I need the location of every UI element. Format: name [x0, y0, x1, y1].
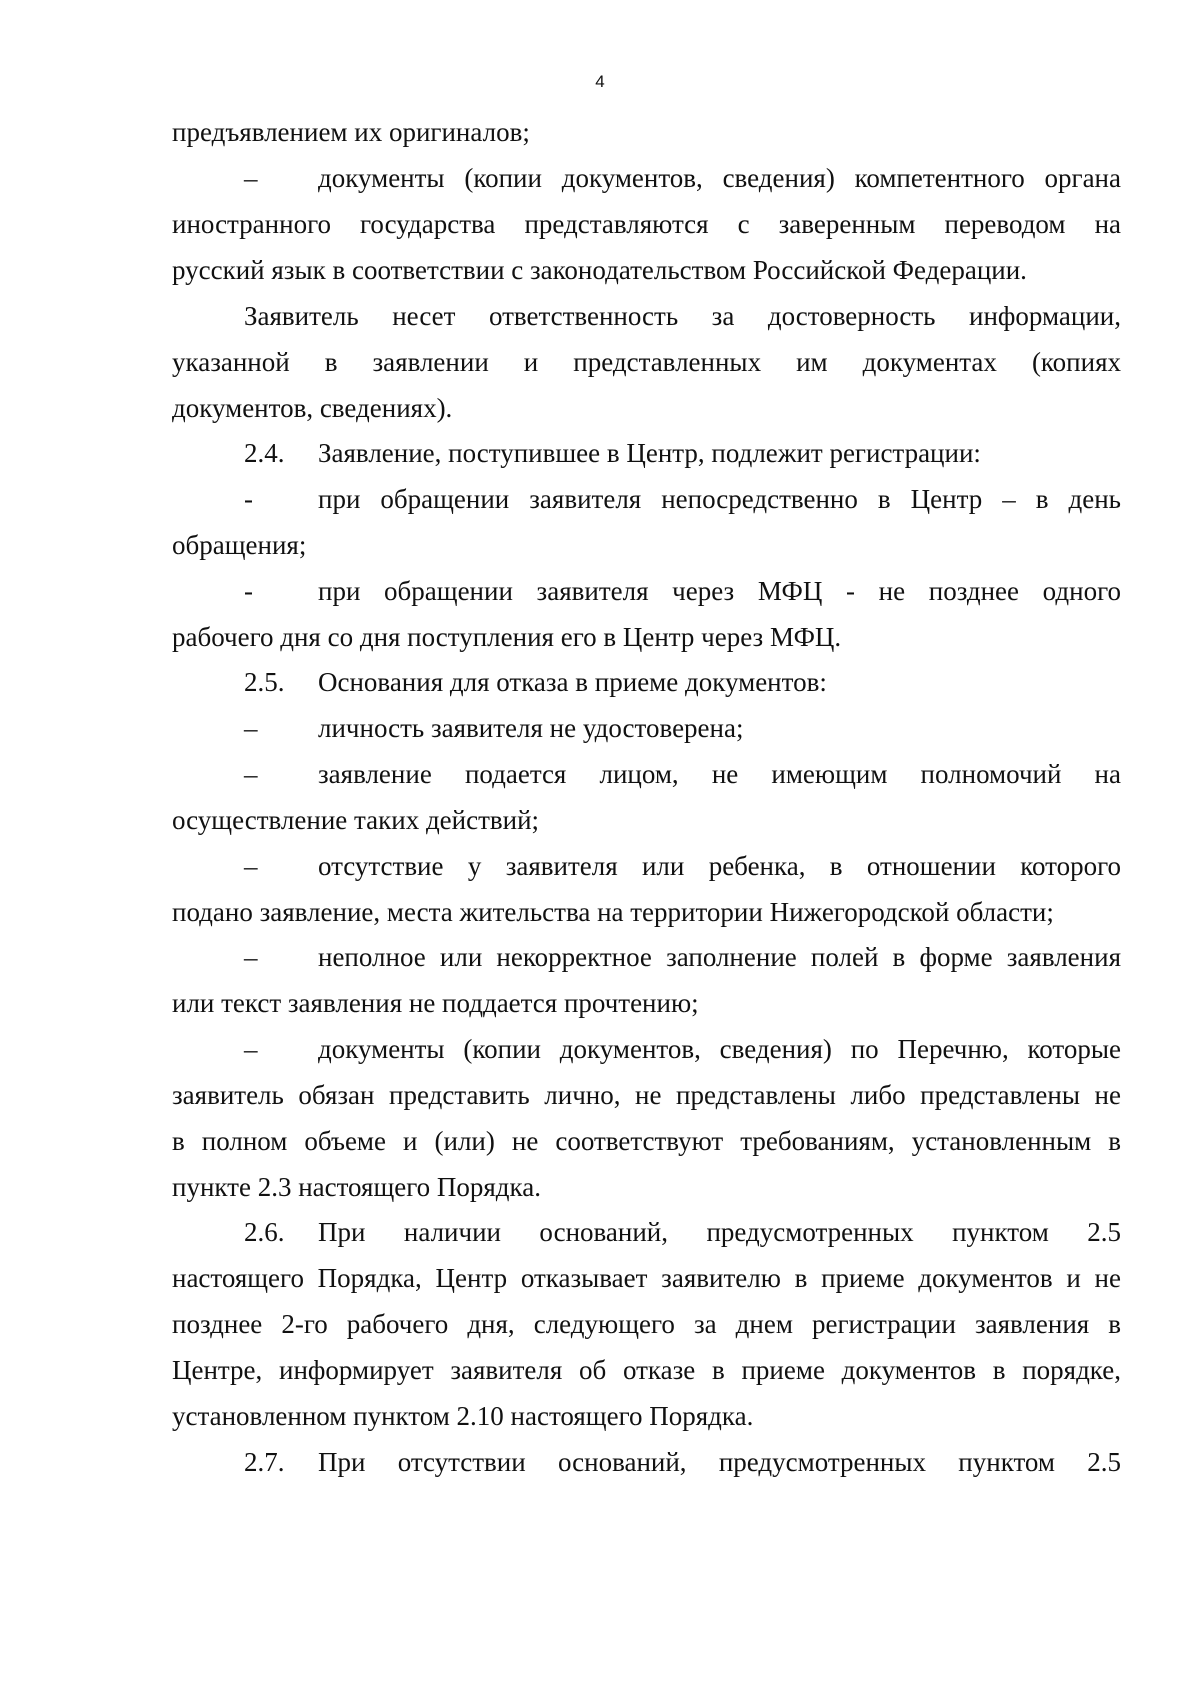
text-line: подано заявление, места жительства на территории Нижегородской области; [172, 897, 1054, 927]
section-number: 2.5. [244, 667, 285, 697]
text-line: заявитель обязан представить лично, не представлены либо представлены не [172, 1080, 1121, 1110]
text-line: личность заявителя не удостоверена; [318, 713, 744, 743]
text-line: документы (копии документов, сведения) по Перечню, которые [318, 1034, 1121, 1064]
text-line: при обращении заявителя непосредственно в Центр – в день [318, 484, 1121, 514]
text-line: настоящего Порядка, Центр отказывает заявителю в приеме документов и не [172, 1263, 1121, 1293]
text-line: позднее 2-го рабочего дня, следующего за днем регистрации заявления в [172, 1309, 1121, 1339]
text-line: неполное или некорректное заполнение полей в форме заявления [318, 942, 1121, 972]
text-line: или текст заявления не поддается прочтению; [172, 988, 699, 1018]
text-line: указанной в заявлении и представленных им документах (копиях [172, 347, 1121, 377]
list-marker: – [244, 759, 258, 789]
text-line: Заявитель несет ответственность за достоверность информации, [244, 301, 1121, 331]
list-marker: – [244, 163, 258, 193]
text-line: в полном объеме и (или) не соответствуют требованиям, установленным в [172, 1126, 1121, 1156]
text-line: русский язык в соответствии с законодательством Российской Федерации. [172, 255, 1027, 285]
text-line: при обращении заявителя через МФЦ - не позднее одного [318, 576, 1121, 606]
list-marker: – [244, 1034, 258, 1064]
text-line: Центре, информирует заявителя об отказе в приеме документов в порядке, [172, 1355, 1121, 1385]
section-number: 2.7. [244, 1447, 285, 1477]
text-line: документы (копии документов, сведения) компетентного органа [318, 163, 1121, 193]
list-marker: – [244, 942, 258, 972]
list-marker: - [244, 576, 253, 606]
text-line: При отсутствии оснований, предусмотренных пунктом 2.5 [318, 1447, 1121, 1477]
text-line: рабочего дня со дня поступления его в Центр через МФЦ. [172, 622, 842, 652]
section-number: 2.4. [244, 438, 285, 468]
text-line: установленном пунктом 2.10 настоящего Порядка. [172, 1401, 754, 1431]
section-number: 2.6. [244, 1217, 285, 1247]
text-line: пункте 2.3 настоящего Порядка. [172, 1172, 541, 1202]
list-marker: – [244, 713, 258, 743]
text-line: предъявлением их оригиналов; [172, 117, 530, 147]
text-line: заявление подается лицом, не имеющим полномочий на [318, 759, 1121, 789]
text-line: Основания для отказа в приеме документов: [318, 667, 827, 697]
list-marker: - [244, 484, 253, 514]
text-line: иностранного государства представляются с заверенным переводом на [172, 209, 1121, 239]
text-line: При наличии оснований, предусмотренных пунктом 2.5 [318, 1217, 1121, 1247]
text-line: обращения; [172, 530, 307, 560]
text-line: отсутствие у заявителя или ребенка, в отношении которого [318, 851, 1121, 881]
page-number: 4 [595, 72, 605, 91]
list-marker: – [244, 851, 258, 881]
text-line: Заявление, поступившее в Центр, подлежит регистрации: [318, 438, 981, 468]
text-line: осуществление таких действий; [172, 805, 540, 835]
text-line: документов, сведениях). [172, 393, 453, 423]
